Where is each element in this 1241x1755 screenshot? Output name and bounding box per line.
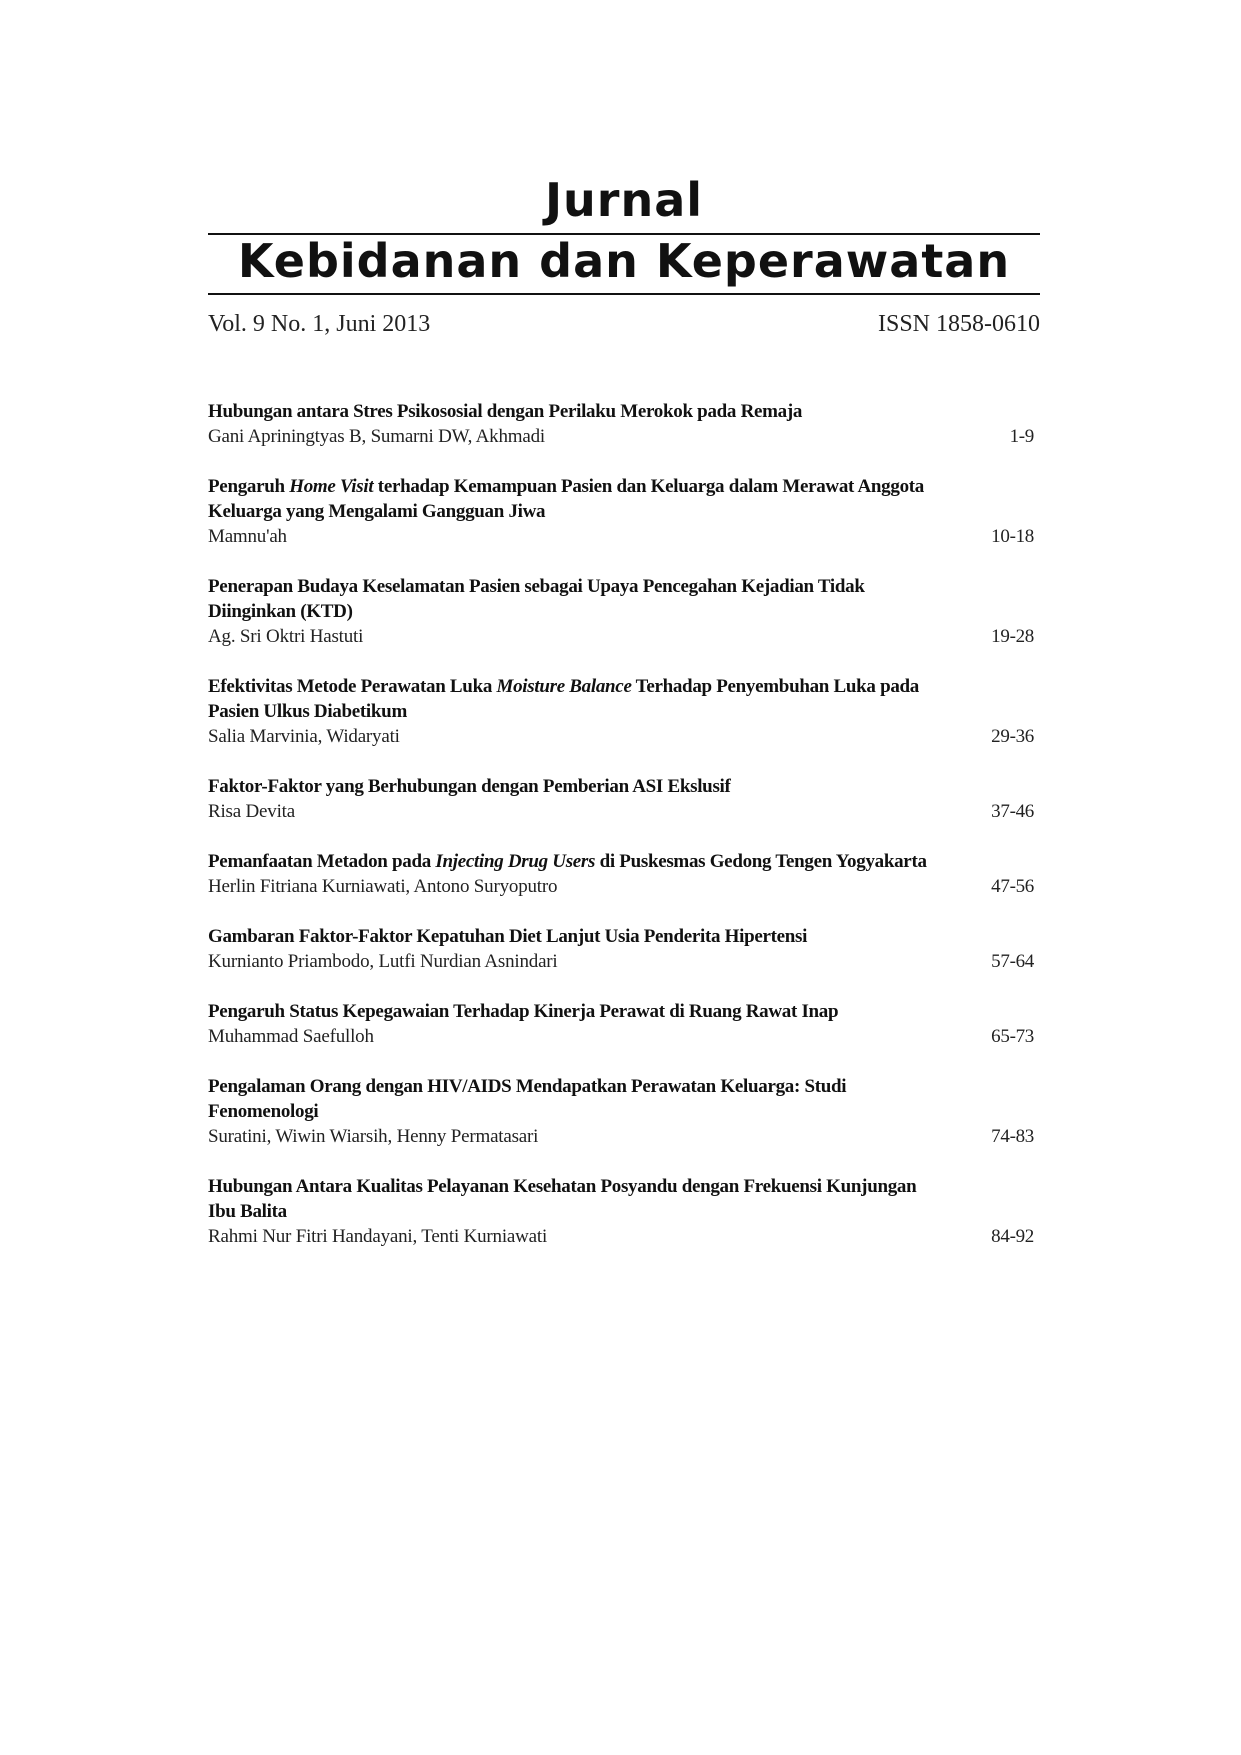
toc-article-authors: Muhammad Saefulloh	[208, 1026, 374, 1047]
volume-label: Vol. 9 No. 1, Juni 2013	[208, 311, 431, 337]
toc-page-range: 47-56	[991, 876, 1034, 897]
toc-entry	[208, 574, 1040, 674]
toc-title-part: Gambaran Faktor-Faktor Kepatuhan Diet Lanjut Usia Penderita Hipertensi	[208, 926, 808, 947]
toc-page-range: 1-9	[1009, 426, 1034, 447]
toc-title-italic-part: Moisture Balance	[496, 676, 632, 697]
toc-article-title	[208, 849, 938, 874]
toc-article-authors: Rahmi Nur Fitri Handayani, Tenti Kurniawati	[208, 1226, 548, 1247]
toc-entry	[208, 399, 1040, 474]
toc-title-italic-part: Injecting Drug Users	[435, 851, 596, 872]
toc-article-authors: Suratini, Wiwin Wiarsih, Henny Permatasari	[208, 1126, 539, 1147]
toc-page-range: 37-46	[991, 801, 1034, 822]
journal-title-line2: Kebidanan dan Keperawatan	[237, 234, 1011, 288]
toc-article-title	[208, 574, 938, 624]
toc-title-part: Efektivitas Metode Perawatan Luka	[208, 676, 497, 697]
toc-article-title	[208, 774, 938, 799]
toc-entry	[208, 774, 1040, 849]
toc-article-title	[208, 474, 938, 524]
toc-title-part: Faktor-Faktor yang Berhubungan dengan Pemberian ASI Ekslusif	[208, 776, 731, 797]
toc-title-part: Hubungan antara Stres Psikososial dengan Perilaku Merokok pada Remaja	[208, 401, 803, 422]
toc-title-part: Hubungan Antara Kualitas Pelayanan Kesehatan Posyandu dengan Frekuensi Kunjungan Ibu Balita	[208, 1176, 917, 1222]
toc-article-authors: Gani Apriningtyas B, Sumarni DW, Akhmadi	[208, 426, 545, 447]
toc-page-range: 74-83	[991, 1126, 1034, 1147]
toc-entry	[208, 849, 1040, 924]
toc-entry	[208, 474, 1040, 574]
toc-article-title	[208, 1074, 938, 1124]
toc-page-range: 10-18	[991, 526, 1034, 547]
toc-title-italic-part: Home Visit	[289, 476, 374, 497]
toc-article-authors: Salia Marvinia, Widaryati	[208, 726, 400, 747]
toc-article-title	[208, 399, 938, 424]
toc-article-title	[208, 674, 938, 724]
toc-page-range: 84-92	[991, 1226, 1034, 1247]
toc-title-part: terhadap Kemampuan Pasien dan Keluarga dalam Merawat Anggota Keluarga yang Mengalami Gangguan Jiwa	[208, 476, 924, 522]
toc-entry	[208, 924, 1040, 999]
issn-label: ISSN 1858-0610	[877, 311, 1040, 337]
toc-article-authors: Mamnu'ah	[208, 526, 287, 547]
toc-title-part: Pengalaman Orang dengan HIV/AIDS Mendapatkan Perawatan Keluarga: Studi Fenomenologi	[208, 1076, 847, 1122]
toc-page-range: 29-36	[991, 726, 1034, 747]
toc-title-part: Pengaruh Status Kepegawaian Terhadap Kinerja Perawat di Ruang Rawat Inap	[208, 1001, 839, 1022]
toc-page-range: 19-28	[991, 626, 1034, 647]
toc-article-authors: Risa Devita	[208, 801, 295, 822]
toc-title-part: di Puskesmas Gedong Tengen Yogyakarta	[595, 851, 927, 872]
toc-title-part: Terhadap Penyembuhan Luka pada Pasien Ulkus Diabetikum	[208, 676, 920, 722]
table-of-contents	[208, 399, 1040, 1274]
title-bottom-rule	[208, 293, 1040, 295]
toc-entry	[208, 674, 1040, 774]
toc-article-authors: Ag. Sri Oktri Hastuti	[208, 626, 364, 647]
toc-title-part: Pemanfaatan Metadon pada	[208, 851, 436, 872]
toc-article-title	[208, 1174, 938, 1224]
toc-article-title	[208, 924, 938, 949]
toc-page-range: 57-64	[991, 951, 1034, 972]
toc-article-authors: Herlin Fitriana Kurniawati, Antono Suryoputro	[208, 876, 558, 897]
toc-article-authors: Kurnianto Priambodo, Lutfi Nurdian Asnindari	[208, 951, 558, 972]
toc-entry	[208, 1174, 1040, 1274]
toc-entry	[208, 999, 1040, 1074]
journal-title-line1: Jurnal	[544, 173, 704, 227]
toc-title-part: Pengaruh	[208, 476, 290, 497]
toc-article-title	[208, 999, 938, 1024]
toc-entry	[208, 1074, 1040, 1174]
toc-page-range: 65-73	[991, 1026, 1034, 1047]
toc-title-part: Penerapan Budaya Keselamatan Pasien sebagai Upaya Pencegahan Kejadian Tidak Diinginkan (KTD)	[208, 576, 865, 622]
